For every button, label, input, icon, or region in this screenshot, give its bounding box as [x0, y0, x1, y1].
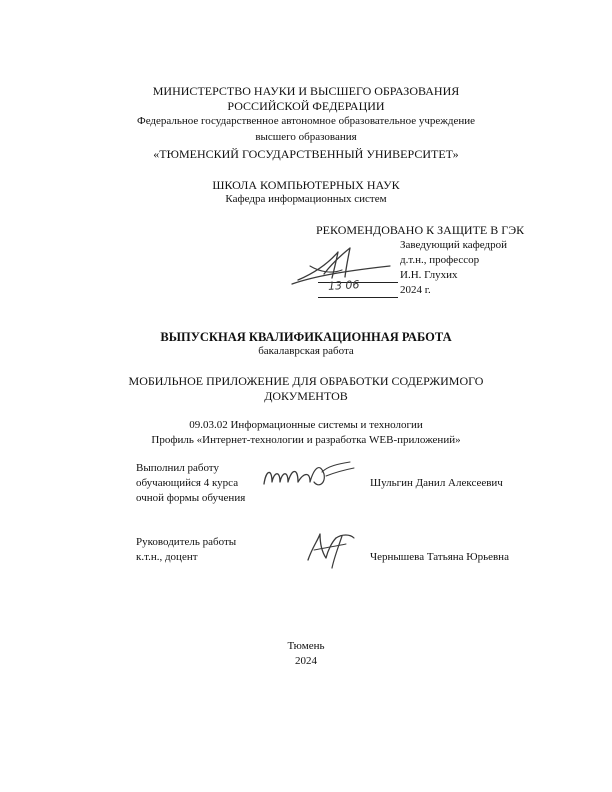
approval-title: РЕКОМЕНДОВАНО К ЗАЩИТЕ В ГЭК	[316, 223, 525, 237]
thesis-subtype: бакалаврская работа	[258, 345, 354, 357]
approval-handwritten-date: 13 06	[327, 278, 360, 293]
supervisor-label-line-2: к.т.н., доцент	[136, 551, 198, 563]
city: Тюмень	[287, 640, 325, 652]
approval-degree: д.т.н., профессор	[400, 254, 480, 266]
author-name: Шульгин Данил Алексеевич	[370, 477, 503, 489]
thesis-topic-line-1: МОБИЛЬНОЕ ПРИЛОЖЕНИЕ ДЛЯ ОБРАБОТКИ СОДЕРЖИМОГО	[128, 374, 484, 388]
year: 2024	[295, 655, 317, 667]
university-name: «ТЮМЕНСКИЙ ГОСУДАРСТВЕННЫЙ УНИВЕРСИТЕТ»	[153, 147, 459, 161]
approval-date-year: 2024 г.	[400, 284, 431, 296]
ministry-line-2: РОССИЙСКОЙ ФЕДЕРАЦИИ	[227, 99, 385, 113]
supervisor-name: Чернышева Татьяна Юрьевна	[370, 551, 509, 563]
thesis-topic-line-2: ДОКУМЕНТОВ	[264, 389, 348, 403]
department-name: Кафедра информационных систем	[225, 193, 387, 205]
approval-name: И.Н. Глухих	[400, 269, 458, 281]
supervisor-label-line-1: Руководитель работы	[136, 536, 237, 548]
institution-line-1: Федеральное государственное автономное образовательное учреждение	[137, 115, 475, 127]
approval-position: Заведующий кафедрой	[400, 239, 507, 251]
author-label-line-3: очной формы обучения	[136, 492, 246, 504]
approval-date-line	[318, 297, 398, 298]
profile: Профиль «Интернет-технологии и разработка WEB-приложений»	[151, 434, 461, 446]
thesis-type: ВЫПУСКНАЯ КВАЛИФИКАЦИОННАЯ РАБОТА	[160, 330, 452, 344]
supervisor-signature	[302, 530, 364, 570]
author-label-line-1: Выполнил работу	[136, 462, 219, 474]
author-label-line-2: обучающийся 4 курса	[136, 477, 239, 489]
institution-line-2: высшего образования	[255, 131, 357, 143]
ministry-line-1: МИНИСТЕРСТВО НАУКИ И ВЫСШЕГО ОБРАЗОВАНИЯ	[152, 84, 460, 98]
author-signature	[258, 458, 358, 492]
school-name: ШКОЛА КОМПЬЮТЕРНЫХ НАУК	[212, 178, 400, 192]
specialty: 09.03.02 Информационные системы и технологии	[189, 419, 423, 431]
